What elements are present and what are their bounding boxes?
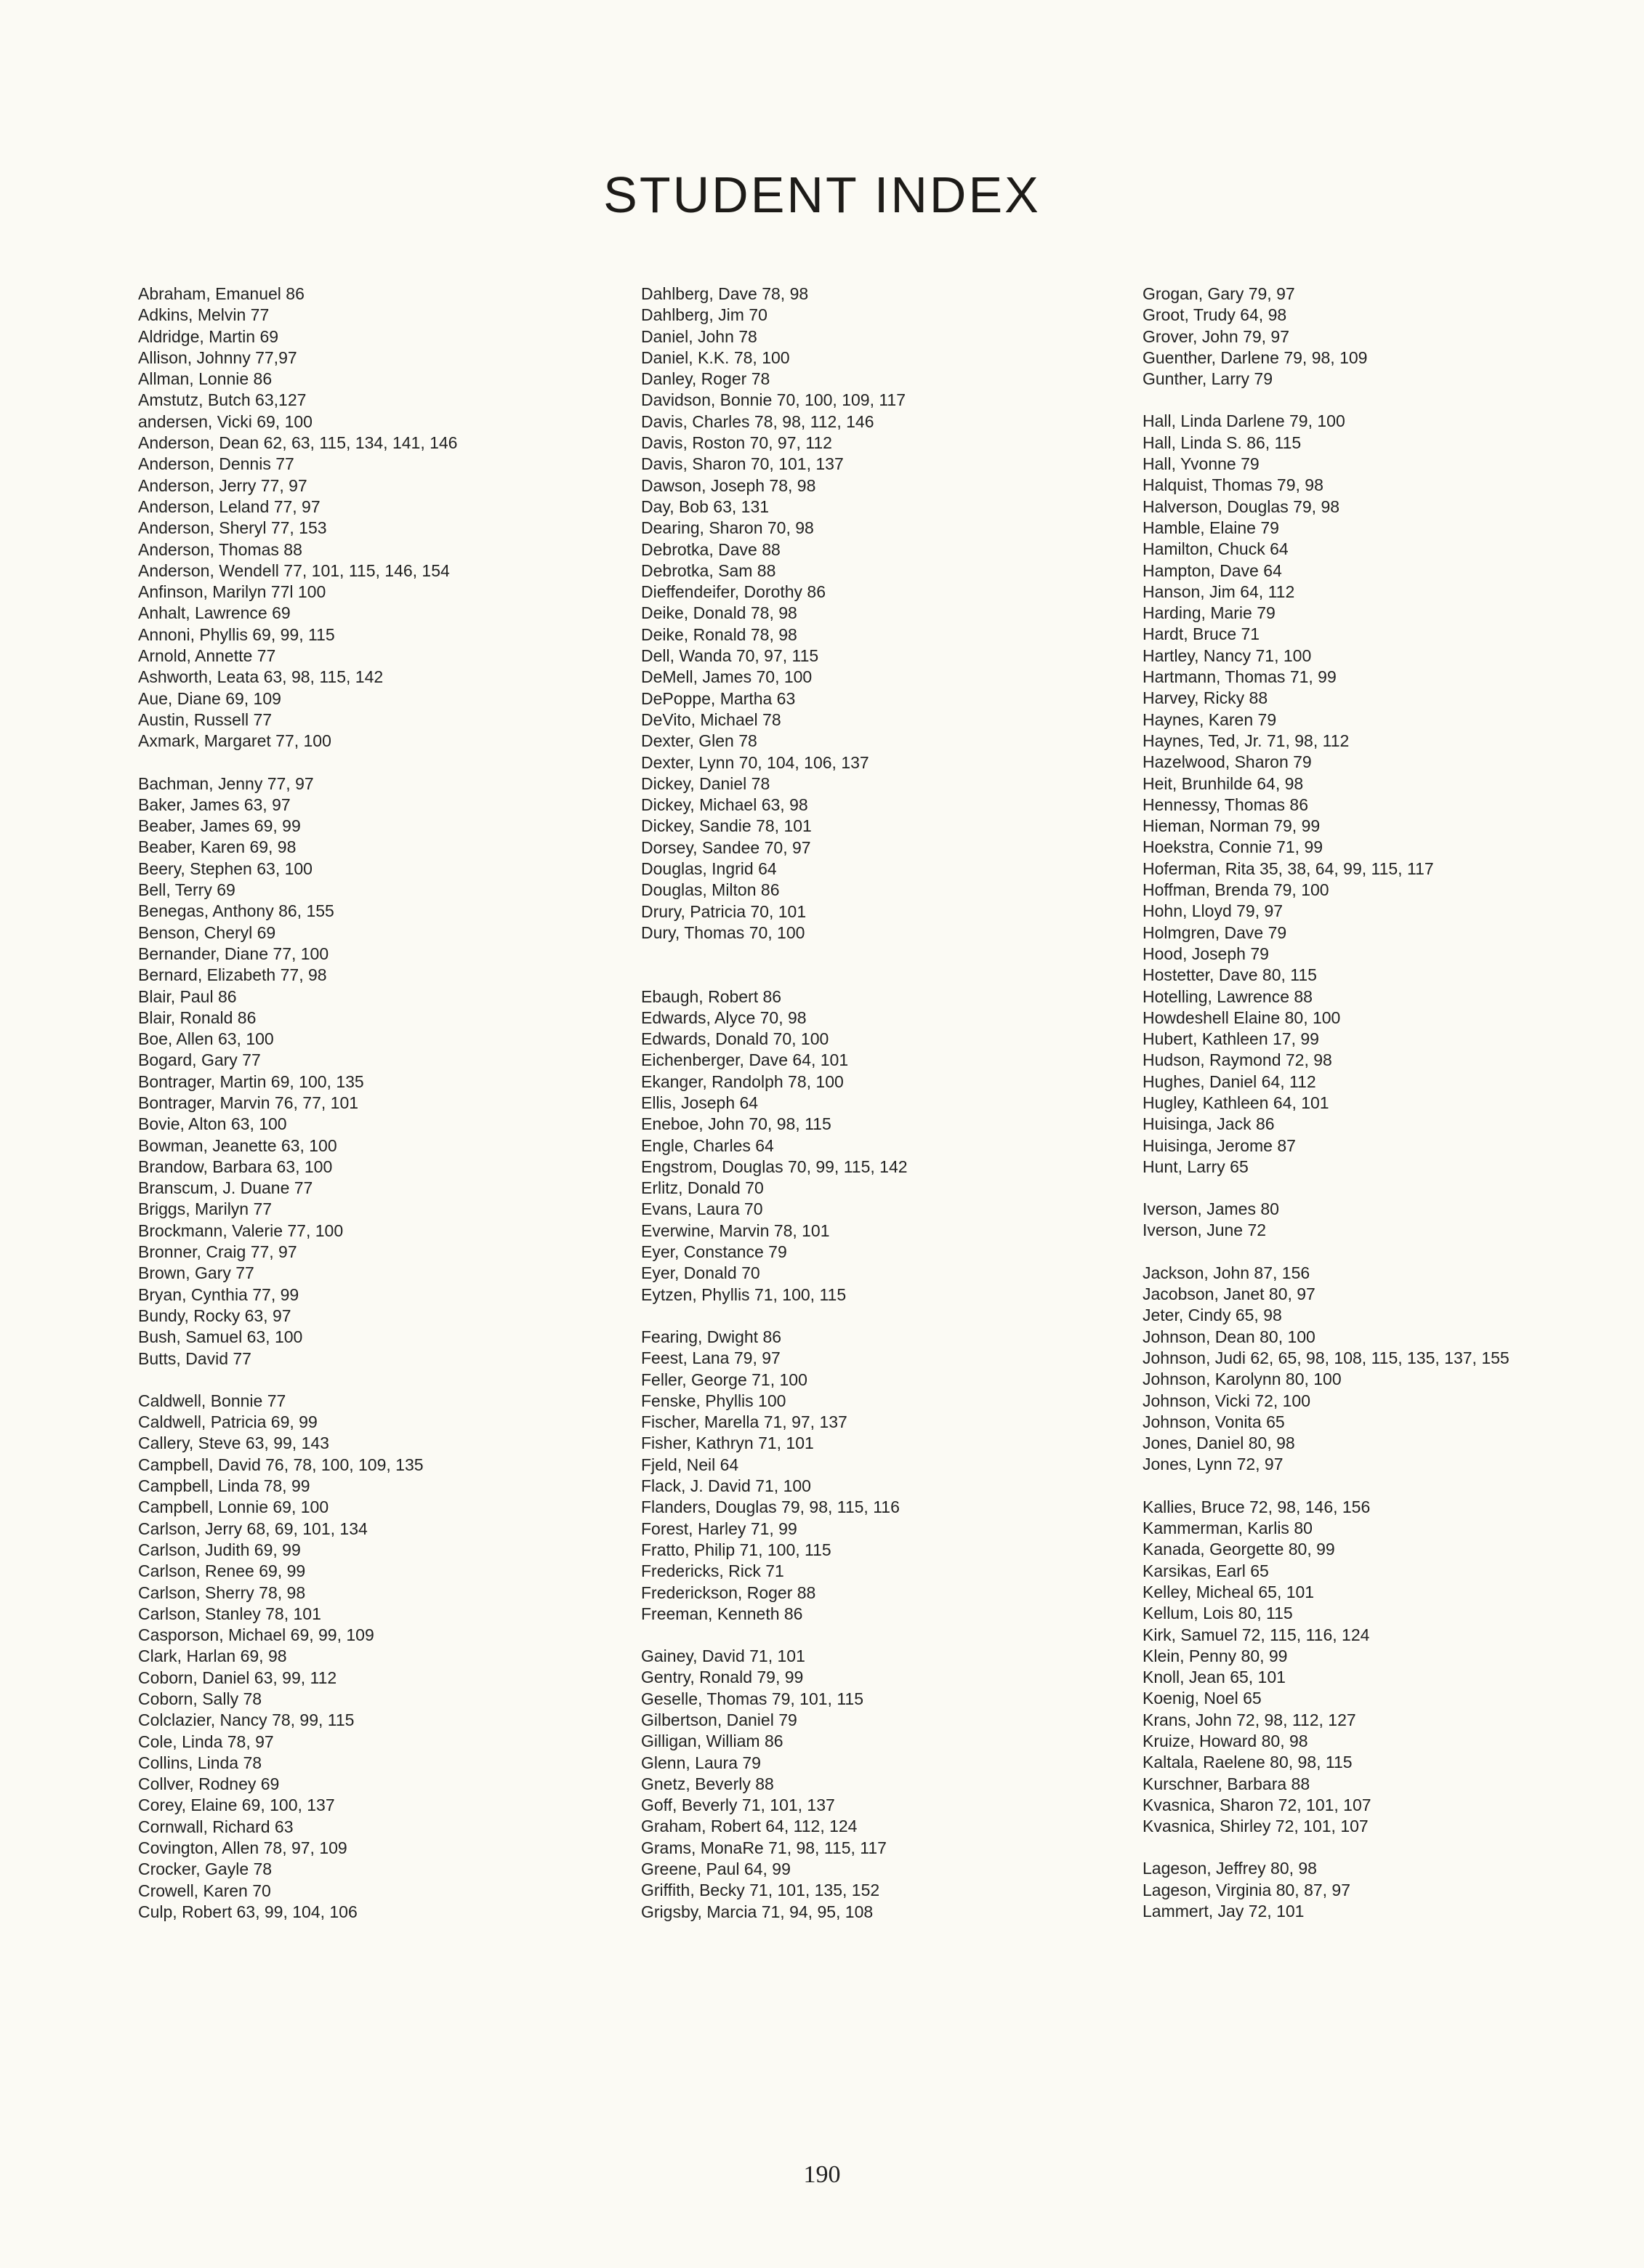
- index-entry: Knoll, Jean 65, 101: [1143, 1668, 1286, 1687]
- index-entry: Eyer, Constance 79: [641, 1242, 787, 1262]
- index-entry: Eyer, Donald 70: [641, 1263, 760, 1283]
- index-entry: Fearing, Dwight 86: [641, 1327, 782, 1346]
- index-entry: Johnson, Judi 62, 65, 98, 108, 115, 135, 137, 155: [1143, 1348, 1510, 1367]
- index-entry: Carlson, Sherry 78, 98: [138, 1583, 306, 1602]
- index-entry: Anderson, Wendell 77, 101, 115, 146, 154: [138, 560, 450, 580]
- index-entry: Hugley, Kathleen 64, 101: [1143, 1093, 1329, 1112]
- index-entry: Kvasnica, Shirley 72, 101, 107: [1143, 1817, 1369, 1836]
- index-entry: Hunt, Larry 65: [1143, 1157, 1249, 1176]
- index-entry: Erlitz, Donald 70: [641, 1178, 764, 1198]
- index-entry: Hall, Linda Darlene 79, 100: [1143, 411, 1345, 431]
- index-entry: Hamble, Elaine 79: [1143, 518, 1279, 537]
- index-entry: Dearing, Sharon 70, 98: [641, 518, 814, 538]
- index-entry: Kellum, Lois 80, 115: [1143, 1604, 1293, 1623]
- index-entry: Davis, Roston 70, 97, 112: [641, 433, 832, 453]
- index-letter-group: [1143, 284, 1644, 390]
- index-entry: Benegas, Anthony 86, 155: [138, 901, 334, 921]
- index-entry: Dury, Thomas 70, 100: [641, 922, 805, 942]
- index-entry: Feller, George 71, 100: [641, 1370, 807, 1389]
- index-entry: Crocker, Gayle 78: [138, 1859, 273, 1879]
- index-entry: Hotelling, Lawrence 88: [1143, 986, 1313, 1006]
- index-entry: Hall, Yvonne 79: [1143, 454, 1260, 474]
- index-entry: Adkins, Melvin 77: [138, 305, 270, 325]
- index-entry: Dexter, Lynn 70, 104, 106, 137: [641, 752, 869, 772]
- index-entry: Fjeld, Neil 64: [641, 1455, 739, 1474]
- index-entry: Axmark, Margaret 77, 100: [138, 731, 331, 751]
- index-entry: Baker, James 63, 97: [138, 795, 291, 814]
- index-entry: Beaber, Karen 69, 98: [138, 837, 297, 857]
- index-entry: Kallies, Bruce 72, 98, 146, 156: [1143, 1497, 1371, 1516]
- index-entry: Anderson, Thomas 88: [138, 539, 302, 559]
- index-entry: Bush, Samuel 63, 100: [138, 1327, 303, 1347]
- index-entry: Forest, Harley 71, 99: [641, 1519, 797, 1538]
- index-entry: Bontrager, Martin 69, 100, 135: [138, 1071, 364, 1091]
- index-entry: Guenther, Darlene 79, 98, 109: [1143, 347, 1368, 367]
- index-entry: Holmgren, Dave 79: [1143, 922, 1287, 942]
- index-entry: Deike, Ronald 78, 98: [641, 624, 797, 644]
- index-entry: Harvey, Ricky 88: [1143, 688, 1268, 708]
- index-entry: Fisher, Kathryn 71, 101: [641, 1433, 814, 1453]
- index-entry: Bovie, Alton 63, 100: [138, 1114, 287, 1134]
- index-entry: Austin, Russell 77: [138, 709, 273, 729]
- index-entry: Danley, Roger 78: [641, 369, 770, 389]
- index-entry: Eytzen, Phyllis 71, 100, 115: [641, 1284, 847, 1304]
- index-entry: Fredericks, Rick 71: [641, 1561, 784, 1581]
- index-entry: Campbell, Lonnie 69, 100: [138, 1497, 329, 1517]
- index-entry: Hartley, Nancy 71, 100: [1143, 646, 1312, 665]
- index-entry: Klein, Penny 80, 99: [1143, 1646, 1288, 1665]
- index-entry: Aldridge, Martin 69: [138, 326, 279, 346]
- index-entry: Haynes, Ted, Jr. 71, 98, 112: [1143, 731, 1350, 750]
- index-entry: Caldwell, Bonnie 77: [138, 1391, 286, 1410]
- index-entry: Edwards, Alyce 70, 98: [641, 1008, 807, 1027]
- index-entry: Ekanger, Randolph 78, 100: [641, 1071, 844, 1091]
- index-entry: Koenig, Noel 65: [1143, 1689, 1262, 1708]
- index-entry: Carlson, Jerry 68, 69, 101, 134: [138, 1519, 368, 1538]
- index-entry: Anfinson, Marilyn 77l 100: [138, 582, 326, 602]
- index-entry: Blair, Ronald 86: [138, 1008, 257, 1027]
- index-entry: Hampton, Dave 64: [1143, 560, 1282, 580]
- index-entry: Huisinga, Jerome 87: [1143, 1135, 1296, 1155]
- index-entry: Kirk, Samuel 72, 115, 116, 124: [1143, 1625, 1370, 1644]
- index-entry: Bell, Terry 69: [138, 880, 235, 900]
- index-entry: Boe, Allen 63, 100: [138, 1029, 274, 1049]
- index-entry: Hanson, Jim 64, 112: [1143, 582, 1295, 601]
- index-entry: Dahlberg, Jim 70: [641, 305, 767, 325]
- index-letter-group: [138, 284, 640, 752]
- index-entry: Haynes, Karen 79: [1143, 709, 1277, 729]
- index-entry: Covington, Allen 78, 97, 109: [138, 1838, 347, 1858]
- index-letter-group: [641, 1327, 1143, 1625]
- index-entry: Debrotka, Dave 88: [641, 539, 781, 559]
- index-entry: Dorsey, Sandee 70, 97: [641, 837, 811, 857]
- index-entry: Johnson, Dean 80, 100: [1143, 1327, 1315, 1346]
- index-entry: Jacobson, Janet 80, 97: [1143, 1284, 1315, 1304]
- index-entry: Callery, Steve 63, 99, 143: [138, 1433, 329, 1453]
- index-entry: Lageson, Virginia 80, 87, 97: [1143, 1880, 1351, 1899]
- index-entry: Fischer, Marella 71, 97, 137: [641, 1412, 847, 1432]
- index-entry: Anderson, Dean 62, 63, 115, 134, 141, 146: [138, 433, 458, 453]
- index-entry: DePoppe, Martha 63: [641, 688, 796, 708]
- index-entry: Dawson, Joseph 78, 98: [641, 475, 816, 495]
- index-entry: Hoekstra, Connie 71, 99: [1143, 837, 1323, 857]
- index-entry: Kruize, Howard 80, 98: [1143, 1732, 1308, 1750]
- index-entry: Dickey, Sandie 78, 101: [641, 816, 812, 836]
- index-entry: Beery, Stephen 63, 100: [138, 858, 313, 878]
- index-entry: Grigsby, Marcia 71, 94, 95, 108: [641, 1902, 874, 1921]
- index-entry: Goff, Beverly 71, 101, 137: [641, 1796, 835, 1815]
- index-entry: Lageson, Jeffrey 80, 98: [1143, 1859, 1317, 1878]
- index-entry: Briggs, Marilyn 77: [138, 1199, 273, 1219]
- index-entry: Ashworth, Leata 63, 98, 115, 142: [138, 667, 384, 687]
- index-entry: Aue, Diane 69, 109: [138, 688, 281, 708]
- index-entry: Edwards, Donald 70, 100: [641, 1029, 829, 1049]
- index-entry: Hostetter, Dave 80, 115: [1143, 965, 1317, 985]
- index-entry: Drury, Patricia 70, 101: [641, 901, 807, 921]
- index-entry: Karsikas, Earl 65: [1143, 1561, 1269, 1580]
- index-entry: Carlson, Stanley 78, 101: [138, 1604, 321, 1623]
- index-entry: Brandow, Barbara 63, 100: [138, 1157, 333, 1176]
- index-entry: Davidson, Bonnie 70, 100, 109, 117: [641, 390, 906, 410]
- index-letter-group: [1143, 1263, 1644, 1476]
- index-entry: Kvasnica, Sharon 72, 101, 107: [1143, 1795, 1371, 1814]
- index-entry: Brockmann, Valerie 77, 100: [138, 1221, 344, 1240]
- index-entry: Heit, Brunhilde 64, 98: [1143, 773, 1304, 793]
- index-entry: Lammert, Jay 72, 101: [1143, 1902, 1305, 1921]
- index-entry: Everwine, Marvin 78, 101: [641, 1221, 830, 1240]
- index-entry: Annoni, Phyllis 69, 99, 115: [138, 624, 335, 644]
- index-entry: Arnold, Annette 77: [138, 646, 276, 666]
- index-entry: Douglas, Milton 86: [641, 880, 780, 900]
- index-entry: Bachman, Jenny 77, 97: [138, 773, 314, 793]
- index-entry: Flanders, Douglas 79, 98, 115, 116: [641, 1497, 900, 1517]
- index-entry: Dell, Wanda 70, 97, 115: [641, 646, 819, 666]
- index-column-3: [1143, 284, 1644, 1943]
- index-entry: Hoffman, Brenda 79, 100: [1143, 880, 1329, 900]
- index-entry: Hudson, Raymond 72, 98: [1143, 1050, 1332, 1070]
- index-entry: Hoferman, Rita 35, 38, 64, 99, 115, 117: [1143, 858, 1434, 878]
- index-entry: Davis, Sharon 70, 101, 137: [641, 454, 844, 474]
- index-letter-group: [641, 284, 1143, 944]
- index-entry: Frederickson, Roger 88: [641, 1583, 816, 1602]
- index-entry: Halquist, Thomas 79, 98: [1143, 475, 1323, 495]
- index-entry: Carlson, Judith 69, 99: [138, 1540, 301, 1559]
- index-entry: Johnson, Vonita 65: [1143, 1412, 1285, 1431]
- index-entry: Anderson, Jerry 77, 97: [138, 475, 307, 495]
- index-entry: Hughes, Daniel 64, 112: [1143, 1071, 1316, 1091]
- index-entry: Jones, Lynn 72, 97: [1143, 1455, 1284, 1474]
- index-entry: Jeter, Cindy 65, 98: [1143, 1306, 1282, 1325]
- index-entry: Dickey, Michael 63, 98: [641, 795, 808, 815]
- index-entry: Davis, Charles 78, 98, 112, 146: [641, 411, 874, 431]
- index-entry: Grogan, Gary 79, 97: [1143, 284, 1295, 303]
- index-entry: Bryan, Cynthia 77, 99: [138, 1284, 299, 1304]
- index-entry: Ebaugh, Robert 86: [641, 986, 782, 1006]
- index-entry: Caldwell, Patricia 69, 99: [138, 1412, 318, 1432]
- index-entry: Kaltala, Raelene 80, 98, 115: [1143, 1753, 1353, 1772]
- index-entry: Fratto, Philip 71, 100, 115: [641, 1540, 831, 1559]
- index-entry: Freeman, Kenneth 86: [641, 1604, 803, 1623]
- index-entry: Anhalt, Lawrence 69: [138, 603, 291, 623]
- index-entry: Bowman, Jeanette 63, 100: [138, 1135, 337, 1155]
- index-entry: Crowell, Karen 70: [138, 1881, 271, 1900]
- index-entry: Gnetz, Beverly 88: [641, 1774, 774, 1793]
- index-entry: Flack, J. David 71, 100: [641, 1476, 811, 1496]
- index-entry: Dahlberg, Dave 78, 98: [641, 284, 809, 303]
- index-entry: Amstutz, Butch 63,127: [138, 390, 307, 410]
- index-entry: Ellis, Joseph 64: [641, 1093, 759, 1112]
- index-letter-group: [138, 1391, 640, 1923]
- index-entry: Iverson, James 80: [1143, 1199, 1279, 1219]
- index-entry: Howdeshell Elaine 80, 100: [1143, 1008, 1341, 1027]
- index-letter-group: [1143, 1858, 1644, 1922]
- index-entry: Bernard, Elizabeth 77, 98: [138, 965, 327, 985]
- index-column-1: [138, 284, 640, 1944]
- index-entry: Hardt, Bruce 71: [1143, 624, 1260, 644]
- index-entry: Hieman, Norman 79, 99: [1143, 816, 1321, 836]
- index-entry: Douglas, Ingrid 64: [641, 859, 777, 879]
- index-entry: Anderson, Sheryl 77, 153: [138, 518, 327, 538]
- index-entry: Dexter, Glen 78: [641, 731, 757, 751]
- index-entry: Halverson, Douglas 79, 98: [1143, 496, 1340, 516]
- index-entry: Greene, Paul 64, 99: [641, 1859, 791, 1879]
- index-entry: Blair, Paul 86: [138, 986, 237, 1006]
- index-entry: Culp, Robert 63, 99, 104, 106: [138, 1902, 358, 1921]
- index-entry: Allison, Johnny 77,97: [138, 347, 297, 367]
- index-column-2: [641, 284, 1143, 1944]
- index-entry: Hennessy, Thomas 86: [1143, 795, 1308, 814]
- index-entry: Bernander, Diane 77, 100: [138, 944, 329, 963]
- index-letter-group: [1143, 1497, 1644, 1838]
- index-entry: Grover, John 79, 97: [1143, 326, 1290, 346]
- index-entry: Collins, Linda 78: [138, 1753, 262, 1772]
- index-entry: Beaber, James 69, 99: [138, 816, 301, 836]
- index-entry: Engle, Charles 64: [641, 1135, 774, 1155]
- index-entry: Kanada, Georgette 80, 99: [1143, 1540, 1335, 1559]
- index-entry: Benson, Cheryl 69: [138, 922, 276, 942]
- index-entry: Kurschner, Barbara 88: [1143, 1774, 1310, 1793]
- index-letter-group: [641, 965, 1143, 1306]
- index-entry: Clark, Harlan 69, 98: [138, 1646, 287, 1666]
- index-entry: Glenn, Laura 79: [641, 1753, 761, 1772]
- index-entry: Bontrager, Marvin 76, 77, 101: [138, 1093, 359, 1112]
- index-entry: Carlson, Renee 69, 99: [138, 1561, 306, 1581]
- index-entry: Harding, Marie 79: [1143, 603, 1276, 623]
- index-entry: Hubert, Kathleen 17, 99: [1143, 1029, 1319, 1049]
- index-letter-group: [138, 773, 640, 1370]
- index-entry: Campbell, Linda 78, 99: [138, 1476, 310, 1496]
- index-entry: Dieffendeifer, Dorothy 86: [641, 582, 826, 602]
- index-letter-group: [1143, 1199, 1644, 1242]
- page-number: 190: [803, 2161, 841, 2188]
- index-entry: Dickey, Daniel 78: [641, 773, 770, 793]
- index-entry: Colclazier, Nancy 78, 99, 115: [138, 1710, 355, 1730]
- index-entry: Cornwall, Richard 63: [138, 1817, 294, 1836]
- index-entry: Engstrom, Douglas 70, 99, 115, 142: [641, 1157, 908, 1176]
- index-entry: Casporson, Michael 69, 99, 109: [138, 1625, 374, 1645]
- index-entry: Coborn, Sally 78: [138, 1689, 262, 1708]
- index-entry: Krans, John 72, 98, 112, 127: [1143, 1710, 1356, 1729]
- index-entry: Feest, Lana 79, 97: [641, 1348, 781, 1368]
- index-entry: Hamilton, Chuck 64: [1143, 539, 1289, 559]
- index-entry: Branscum, J. Duane 77: [138, 1178, 313, 1198]
- index-entry: Iverson, June 72: [1143, 1221, 1267, 1240]
- index-entry: Collver, Rodney 69: [138, 1774, 280, 1794]
- index-entry: Bronner, Craig 77, 97: [138, 1242, 297, 1262]
- index-entry: DeVito, Michael 78: [641, 709, 781, 729]
- index-entry: Bogard, Gary 77: [138, 1050, 261, 1070]
- index-entry: DeMell, James 70, 100: [641, 667, 813, 687]
- index-entry: Corey, Elaine 69, 100, 137: [138, 1796, 335, 1815]
- index-entry: Hood, Joseph 79: [1143, 944, 1269, 963]
- index-entry: Hazelwood, Sharon 79: [1143, 752, 1312, 772]
- index-entry: Brown, Gary 77: [138, 1263, 254, 1283]
- index-entry: Campbell, David 76, 78, 100, 109, 135: [138, 1455, 424, 1474]
- index-entry: Daniel, John 78: [641, 326, 757, 346]
- index-entry: Gilbertson, Daniel 79: [641, 1710, 797, 1729]
- index-entry: Fenske, Phyllis 100: [641, 1391, 786, 1410]
- index-entry: Coborn, Daniel 63, 99, 112: [138, 1668, 337, 1687]
- index-letter-group: [1143, 411, 1644, 1178]
- index-entry: [641, 965, 1143, 986]
- index-entry: Jackson, John 87, 156: [1143, 1263, 1310, 1282]
- index-entry: Anderson, Dennis 77: [138, 454, 294, 474]
- index-entry: Hohn, Lloyd 79, 97: [1143, 901, 1284, 921]
- index-entry: Bundy, Rocky 63, 97: [138, 1306, 291, 1325]
- index-entry: Johnson, Karolynn 80, 100: [1143, 1370, 1342, 1389]
- index-letter-group: [641, 1646, 1143, 1923]
- index-entry: Jones, Daniel 80, 98: [1143, 1433, 1295, 1453]
- index-entry: Geselle, Thomas 79, 101, 115: [641, 1689, 864, 1708]
- index-entry: Cole, Linda 78, 97: [138, 1732, 274, 1751]
- index-entry: Day, Bob 63, 131: [641, 496, 770, 516]
- index-entry: Kelley, Micheal 65, 101: [1143, 1582, 1315, 1601]
- index-entry: Daniel, K.K. 78, 100: [641, 347, 790, 367]
- index-entry: andersen, Vicki 69, 100: [138, 411, 313, 431]
- index-entry: Gilligan, William 86: [641, 1732, 783, 1751]
- index-entry: Gentry, Ronald 79, 99: [641, 1668, 804, 1687]
- index-entry: Hartmann, Thomas 71, 99: [1143, 667, 1337, 687]
- index-entry: Eneboe, John 70, 98, 115: [641, 1114, 831, 1134]
- index-entry: Groot, Trudy 64, 98: [1143, 305, 1287, 325]
- index-entry: Griffith, Becky 71, 101, 135, 152: [641, 1881, 880, 1900]
- index-entry: Kammerman, Karlis 80: [1143, 1519, 1313, 1538]
- index-entry: Grams, MonaRe 71, 98, 115, 117: [641, 1838, 887, 1857]
- index-entry: Gainey, David 71, 101: [641, 1646, 805, 1666]
- page-title: STUDENT INDEX: [603, 166, 1041, 223]
- index-entry: Butts, David 77: [138, 1348, 251, 1368]
- index-entry: Eichenberger, Dave 64, 101: [641, 1050, 849, 1070]
- index-entry: Huisinga, Jack 86: [1143, 1114, 1275, 1134]
- index-entry: Abraham, Emanuel 86: [138, 284, 305, 303]
- index-entry: Allman, Lonnie 86: [138, 369, 273, 389]
- index-entry: Evans, Laura 70: [641, 1199, 763, 1219]
- index-entry: Debrotka, Sam 88: [641, 560, 776, 580]
- index-entry: Graham, Robert 64, 112, 124: [641, 1817, 858, 1836]
- index-entry: Hall, Linda S. 86, 115: [1143, 433, 1302, 452]
- index-entry: Johnson, Vicki 72, 100: [1143, 1391, 1311, 1410]
- index-entry: Anderson, Leland 77, 97: [138, 496, 321, 516]
- index-entry: Deike, Donald 78, 98: [641, 603, 797, 623]
- index-entry: Gunther, Larry 79: [1143, 369, 1273, 389]
